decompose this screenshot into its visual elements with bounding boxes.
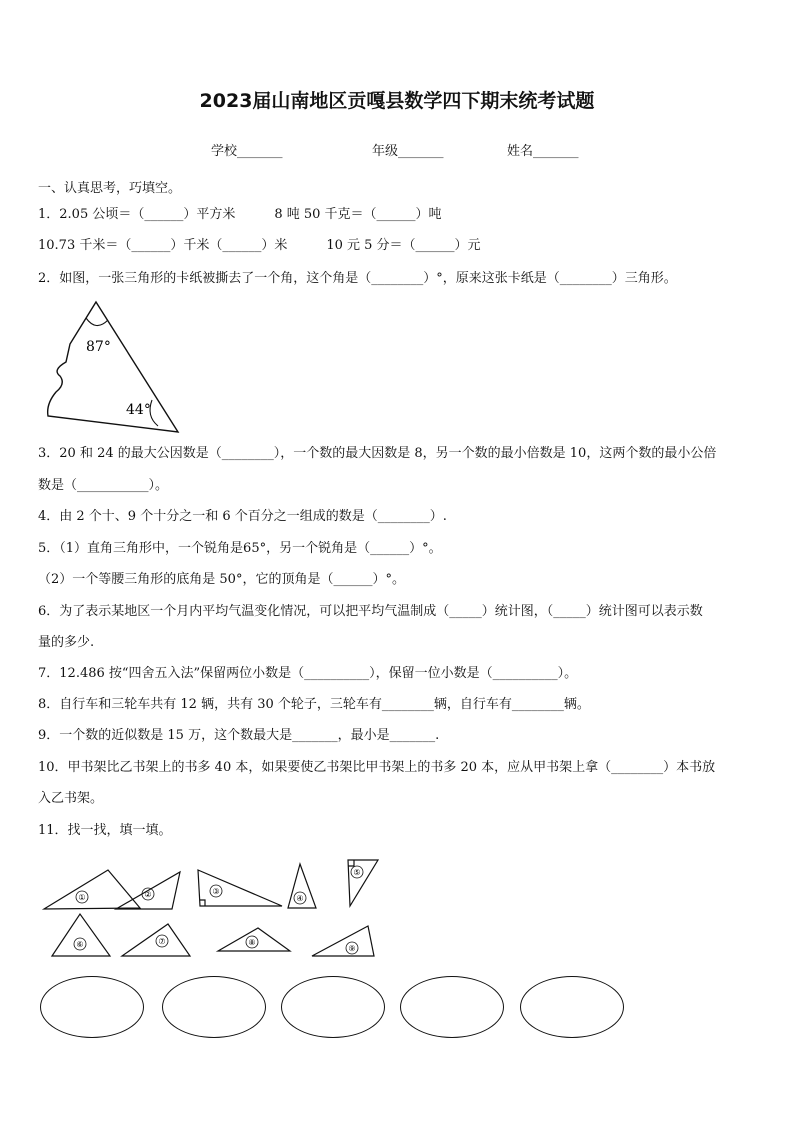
triangle-2-label: ② [144, 890, 152, 899]
grade-field: 年级_______ [372, 144, 444, 159]
question-5-part-2: （2）一个等腰三角形的底角是 50°，它的顶角是（______）°。 [38, 572, 405, 587]
question-1-line-1: 1．2.05 公顷＝（______）平方米 8 吨 50 千克＝（______）吨 [38, 207, 442, 222]
triangle-6-label: ⑥ [76, 940, 84, 949]
question-9: 9．一个数的近似数是 15 万，这个数最大是_______，最小是_______. [38, 728, 440, 743]
angle-44-label: 44° [126, 402, 151, 418]
triangle-7-label: ⑦ [158, 937, 166, 946]
angle-87-label: 87° [86, 339, 111, 355]
question-10-line-2: 入乙书架。 [38, 791, 104, 806]
question-8: 8．自行车和三轮车共有 12 辆，共有 30 个轮子，三轮车有________辆，自行车有________辆。 [38, 697, 590, 712]
triangle-3-label: ③ [212, 887, 220, 896]
question-7: 7．12.486 按“四舍五入法”保留两位小数是（__________），保留一位小数是（__________）。 [38, 666, 578, 681]
question-3-line-1: 3．20 和 24 的最大公因数是（________），一个数的最大因数是 8，另一个数的最小倍数是 10，这两个数的最小公倍 [38, 446, 717, 461]
answer-ellipse-2 [162, 976, 266, 1038]
question-10-line-1: 10．甲书架比乙书架上的书多 40 本，如果要使乙书架比甲书架上的书多 20 本，应从甲书架上拿（________）本书放 [38, 760, 716, 775]
triangle-8-label: ⑧ [248, 938, 256, 947]
question-11: 11．找一找，填一填。 [38, 823, 172, 838]
answer-ellipse-1 [40, 976, 144, 1038]
question-4: 4．由 2 个十、9 个十分之一和 6 个百分之一组成的数是（________）. [38, 509, 447, 524]
triangle-9-label: ⑨ [348, 944, 356, 953]
triangle-5-label: ⑤ [353, 868, 361, 877]
question-2: 2．如图，一张三角形的卡纸被撕去了一个角，这个角是（________）°，原来这张卡纸是（________）三角形。 [38, 271, 677, 286]
torn-triangle-figure [38, 296, 198, 441]
school-field: 学校_______ [211, 144, 283, 159]
triangles-figure [40, 856, 440, 968]
section-heading: 一、认真思考，巧填空。 [38, 181, 182, 196]
question-6-line-2: 量的多少. [38, 635, 95, 650]
answer-ellipse-4 [400, 976, 504, 1038]
question-5-part-1: 5．（1）直角三角形中，一个锐角是65°，另一个锐角是（______）°。 [38, 541, 442, 556]
question-1-line-2: 10.73 千米＝（______）千米（______）米 10 元 5 分＝（______）元 [38, 238, 481, 253]
answer-ellipse-5 [520, 976, 624, 1038]
triangle-4-label: ④ [296, 894, 304, 903]
page-title: 2023届山南地区贡嘎县数学四下期末统考试题 [199, 90, 595, 112]
triangle-1-label: ① [78, 893, 86, 902]
name-field: 姓名_______ [507, 144, 579, 159]
answer-ellipse-3 [281, 976, 385, 1038]
question-6-line-1: 6．为了表示某地区一个月内平均气温变化情况，可以把平均气温制成（_____）统计图，（_____）统计图可以表示数 [38, 604, 703, 619]
question-3-line-2: 数是（___________）。 [38, 478, 169, 493]
